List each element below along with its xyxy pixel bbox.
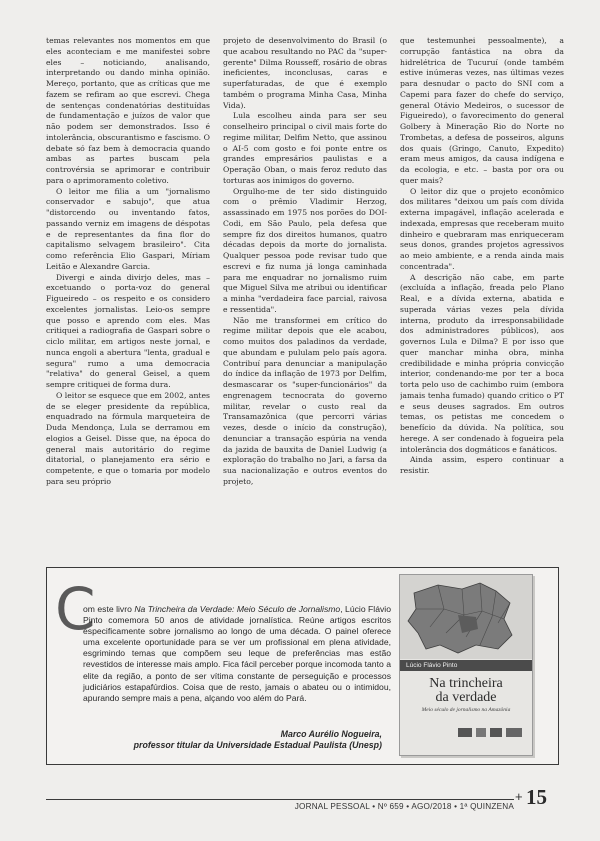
book-author: Lúcio Flávio Pinto (400, 660, 532, 671)
book-subtitle: Meio século de jornalismo na Amazônia (421, 707, 511, 713)
article-paragraph: A descrição não cabe, em parte (excluída a inflação, freada pelo Plano Real, e a dívida externa, abatida e superada várias vezes pela dívida interna, produto da irresponsabilidade dos administradores públicos), aos governos Lula e Dilma? E por isso que quer manchar minha obra, minha credibilidade e minha própria convicção interior, condenando-me por ter a boca torta pelo uso de cachimbo ruim (embora jamais tenha fumado) quando critico o PT e seus deuses sagrados. Em outros temas, os petistas me concedem o benefício da dúvida. Na política, sou herege. A ser condenado à fogueira pela intolerância dos dogmáticos e fanáticos. (400, 272, 564, 454)
book-promo-box (46, 567, 559, 765)
article-paragraph: Divergi e ainda divirjo deles, mas – excetuando o porta-voz do general Figueiredo – os respeito e os considero excelentes jornalistas. Leio-os sempre que posso e aprendo com eles. Mas critiquei a radiografia de Gaspari sobre o ciclo militar, em artigos neste jornal, e nunca engoli a abertura "lenta, gradual e segura" rumo a uma democracia "relativa" do general Geisel, a quem sempre critiquei de forma dura. (46, 272, 210, 389)
footer-publication: JORNAL PESSOAL • Nº 659 • AGO/2018 • 1ª QUINZENA (294, 802, 514, 811)
book-title: Na trincheira da verdade (429, 676, 503, 705)
article-paragraph: Não me transformei em crítico do regime militar depois que ele acabou, como muitos dos paladinos da verdade, que abundam e pululam pelo país agora. Contribuí para denunciar a manipulação do índice da inflação de 1973 por Delfim, desmascarar os "super-funcionários" da engrenagem tecnocrata do governo militar, revelar o custo real da Transamazônica (que percorri várias vezes, desde o início da construção), denunciar a transação espúria na venda da jazida de bauxita de Daniel Ludwig (a exploração do trabalho no Jari, a farsa da sua nacionalização e outros eventos do projeto, (223, 315, 387, 486)
promo-body: , Lúcio Flávio Pinto comemora 50 anos de atividade jornalística. Reúne artigos escritos especificamente sobre jornalismo ao longo de uma década. O painel oferece uma excelente oportunidade para se ver um profissional em plena atividade, esgrimindo temas que compõem seu leque de preferências mas estão revestidos de interesse mais amplo. Fica fácil perceber porque incomoda tanto a elite da região, a ponto de ser vítima constante de perseguição e processos judiciários estapafúrdios. Coisa que de resto, jamais o abateu ou o intimidou, apurando sempre mais a pena, alçando voo além do Pará. (83, 604, 391, 703)
article-paragraph: Orgulho-me de ter sido distinguido com o prêmio Vladimir Herzog, assassinado em 1975 nos porões do DOI-Codi, em São Paulo, pela defesa que sempre fiz dos direitos humanos, quatro décadas depois da morte do jornalista. Qualquer pessoa pode revisar tudo que escrevi e fiz numa já longa caminhada para me enquadrar no jornalismo ruim que Miguel Silva me atribui ou identificar a minha "verdadeira face parcial, raivosa e ressentida". (223, 186, 387, 314)
publisher-logos-icon (400, 725, 532, 741)
article-paragraph: projeto de desenvolvimento do Brasil (o que acabou resultando no PAC da "super-gerente" Dilma Rousseff, rosário de obras ineficientes, inconclusas, caras e superfaturadas, de que é exemplo também o programa Minha Casa, Minha Vida). (223, 36, 387, 110)
book-reference: Na Trincheira da Verdade: Meio Século de Jornalismo (134, 604, 341, 614)
article-paragraph: O leitor se esquece que em 2002, antes de se eleger presidente da república, enquadrado na fórmula marqueteira de Duda Mendonça, Lula se derramou em elogios a Geisel. Disse que, na época do general mais autoritário do regime ditatorial, o planejamento era sério e competente, e que o tomaria por modelo para seu próprio (46, 390, 210, 486)
article-column-1 (46, 36, 210, 558)
signature-name: Marco Aurélio Nogueira, (280, 729, 382, 739)
book-cover (399, 574, 533, 756)
article-paragraph: Ainda assim, espero continuar a resistir. (400, 455, 564, 475)
article-paragraph: O leitor me filia a um "jornalismo conservador e sabujo", que atua "distorcendo ou inventando fatos, passando verniz em imagens de déspotas e de representantes da fina flor do capitalismo selvagem brasileiro". Cita como referência Elio Gaspari, Míriam Leitão e Alexandre Garcia. (46, 186, 210, 271)
page-number: 15 (526, 785, 547, 809)
footer-plus-mark: + (515, 789, 523, 804)
article-paragraph: O leitor diz que o projeto econômico dos militares "deixou um país com dívida externa impagável, inflação acelerada e indexada, empresas que receberam muito dinheiro e quebraram mas enriqueceram seus donos, grandes projetos agressivos ao meio ambiente, e a renda ainda mais concentrada". (400, 186, 564, 271)
article-paragraph: que testemunhei pessoalmente), a corrupção fantástica na obra da hidrelétrica de Tucuruí (onde também estive inúmeras vezes, nas últimas vezes para desnudar o pacto do SNI com a Capemi para fazer do chefe do serviço, general Otávio Medeiros, o sucessor de Figueiredo), o favorecimento do general Golbery à Mineração Rio do Norte no Trombetas, a defesa de posseiros, alguns dos quais (Gringo, Canuto, Expedito) eram meus amigos, da causa indígena e da ecologia, e etc. – basta por ora ou quer mais? (400, 36, 564, 185)
article-column-2 (223, 36, 387, 558)
article-paragraph: temas relevantes nos momentos em que eles aconteciam e me manifestei sobre eles – noticiando, analisando, interpretando ou dando minha opinião. Mereço, portanto, que as críticas que me fazem se refiram ao que escrevi. Chega de sentenças condenatórias destituídas de fundamentação e juízos de valor que não podem ser demonstrados. Isso é intolerância, obscurantismo e fascismo. O debate só faz bem à democracia quando ambas as partes buscam pela controvérsia se aprimorar e contribuir para o aprimoramento coletivo. (46, 36, 210, 185)
signature-title: professor titular da Universidade Estadual Paulista (Unesp) (133, 740, 382, 750)
article-paragraph: Lula escolheu ainda para ser seu conselheiro principal o civil mais forte do regime militar, Delfim Netto, que assinou o AI-5 com gosto e foi ponte entre os grandes empresários paulistas e a Operação Oban, o mais feroz reduto das torturas aos inimigos do governo. (223, 111, 387, 185)
drop-cap: C (55, 575, 96, 643)
signature (82, 729, 382, 751)
article-column-3 (400, 36, 564, 558)
map-of-para-image (400, 575, 532, 659)
article-columns (46, 36, 564, 558)
book-promo-text (83, 604, 391, 704)
promo-lead: om este livro (83, 604, 135, 614)
